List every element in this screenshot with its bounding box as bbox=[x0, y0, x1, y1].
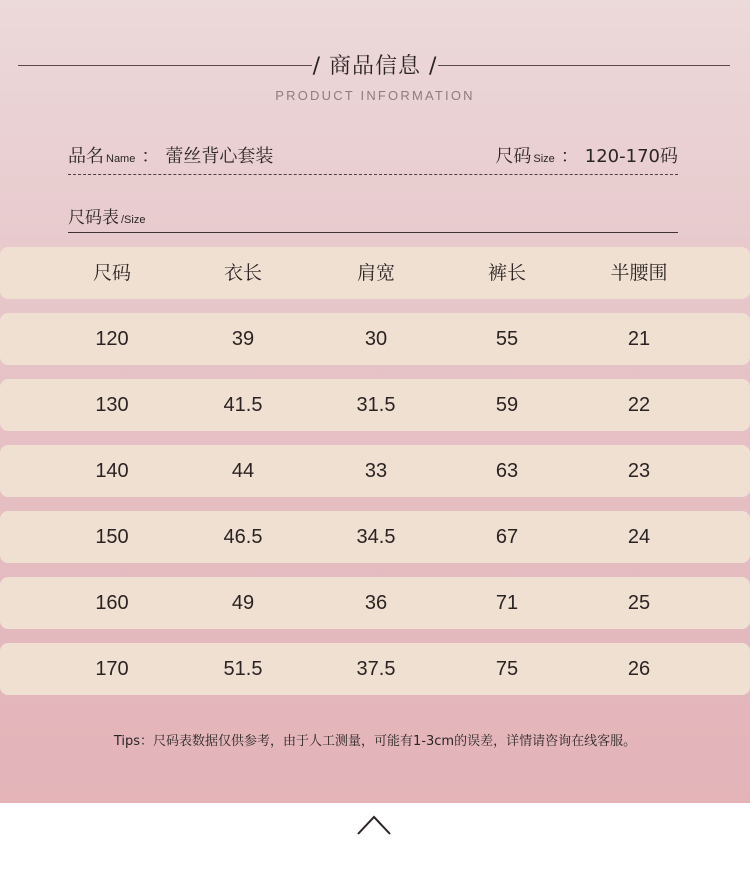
table-cell: 33 bbox=[364, 460, 388, 482]
size-chart-label-en: /Size bbox=[121, 214, 146, 226]
product-name-label: 品名 bbox=[68, 146, 104, 167]
header-divider-right bbox=[438, 65, 730, 66]
solid-divider bbox=[68, 232, 678, 233]
table-header-cell: 裤长 bbox=[487, 262, 526, 284]
table-cell: 59 bbox=[495, 394, 519, 416]
size-range-label: 尺码 bbox=[495, 146, 532, 167]
table-cell: 71 bbox=[495, 592, 519, 614]
table-cell: 140 bbox=[95, 460, 129, 482]
table-cell: 75 bbox=[495, 658, 519, 680]
section-subtitle: PRODUCT INFORMATION bbox=[275, 88, 475, 103]
table-cell: 63 bbox=[495, 460, 519, 482]
product-info-row bbox=[68, 142, 678, 170]
chevron-up-icon[interactable] bbox=[356, 813, 392, 837]
table-cell: 31.5 bbox=[356, 394, 396, 416]
table-cell: 30 bbox=[364, 328, 388, 350]
table-cell: 46.5 bbox=[223, 526, 263, 548]
table-row bbox=[0, 511, 750, 563]
table-cell: 39 bbox=[231, 328, 255, 350]
table-row bbox=[0, 577, 750, 629]
table-cell: 21 bbox=[627, 328, 651, 350]
table-cell: 160 bbox=[95, 592, 129, 614]
table-cell: 51.5 bbox=[223, 658, 263, 680]
table-header-cell: 尺码 bbox=[92, 262, 131, 284]
product-name-colon: ： bbox=[141, 146, 160, 167]
size-range-colon: ： bbox=[560, 146, 579, 167]
table-row bbox=[0, 379, 750, 431]
dashed-divider bbox=[68, 174, 678, 175]
table-cell: 34.5 bbox=[356, 526, 396, 548]
table-row bbox=[0, 313, 750, 365]
table-cell: 24 bbox=[627, 526, 651, 548]
table-header-cell: 半腰围 bbox=[610, 262, 668, 284]
table-row bbox=[0, 643, 750, 695]
product-name-value: 蕾丝背心套装 bbox=[165, 146, 274, 167]
tips-note: Tips：尺码表数据仅供参考，由于人工测量，可能有1-3cm的误差，详情请咨询在线客服。 bbox=[113, 734, 637, 749]
product-name-label-en: Name bbox=[106, 153, 136, 165]
table-cell: 120 bbox=[95, 328, 129, 350]
product-size-range bbox=[495, 142, 678, 168]
table-cell: 67 bbox=[495, 526, 519, 548]
table-cell: 26 bbox=[627, 658, 651, 680]
section-title: / 商品信息 / bbox=[312, 54, 438, 79]
size-chart-label-text: 尺码表 bbox=[68, 208, 119, 228]
table-cell: 49 bbox=[231, 592, 255, 614]
table-header-cell: 肩宽 bbox=[356, 262, 395, 284]
table-cell: 25 bbox=[627, 592, 651, 614]
table-cell: 130 bbox=[95, 394, 129, 416]
size-range-value: 120-170码 bbox=[584, 146, 678, 167]
size-range-label-en: Size bbox=[533, 153, 555, 165]
table-cell: 36 bbox=[364, 592, 388, 614]
table-header-cell: 衣长 bbox=[223, 262, 262, 284]
table-cell: 41.5 bbox=[223, 394, 263, 416]
table-cell: 37.5 bbox=[356, 658, 396, 680]
table-cell: 150 bbox=[95, 526, 129, 548]
table-cell: 23 bbox=[627, 460, 651, 482]
header-divider-left bbox=[18, 65, 312, 66]
table-header-row bbox=[0, 247, 750, 299]
back-to-top-tab[interactable] bbox=[0, 790, 750, 886]
table-cell: 44 bbox=[231, 460, 255, 482]
table-cell: 170 bbox=[95, 658, 129, 680]
table-row bbox=[0, 445, 750, 497]
table-cell: 22 bbox=[627, 394, 651, 416]
table-cell: 55 bbox=[495, 328, 519, 350]
product-name bbox=[68, 142, 273, 168]
size-chart-label bbox=[68, 203, 147, 228]
